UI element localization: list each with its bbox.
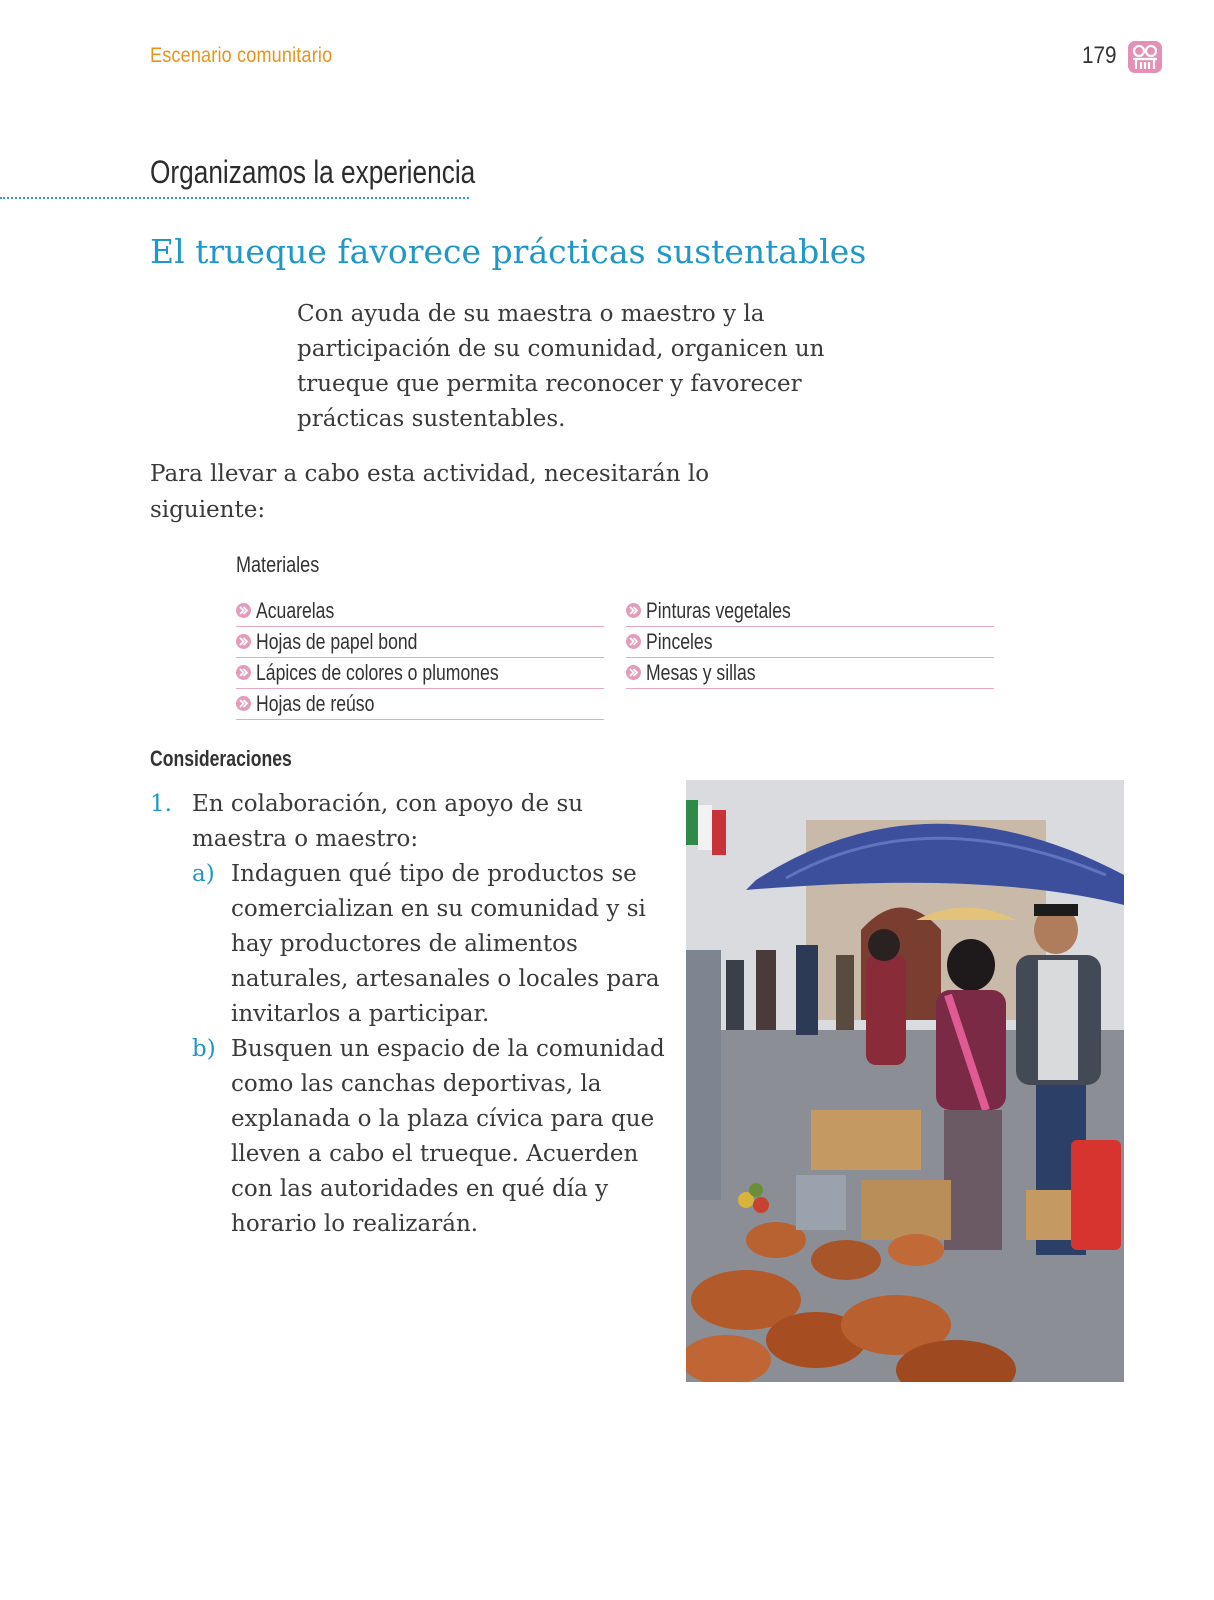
material-label: Mesas y sillas bbox=[646, 660, 756, 685]
considerations-title: Consideraciones bbox=[150, 746, 292, 771]
page-number: 179 bbox=[1082, 42, 1117, 69]
list-item bbox=[236, 596, 604, 627]
subitem bbox=[192, 857, 670, 1032]
materials-list-left bbox=[236, 596, 604, 720]
section-label: Escenario comunitario bbox=[150, 44, 333, 67]
section-heading: Organizamos la experiencia bbox=[150, 154, 476, 190]
subitem-text: Indaguen qué tipo de productos se comercializan en su comunidad y si hay productores de alimentos naturales, artesanales o locales para invitarlos a participar. bbox=[231, 861, 660, 1027]
chevron-right-icon bbox=[236, 603, 251, 618]
item-number: 1. bbox=[150, 791, 172, 817]
material-label: Pinturas vegetales bbox=[646, 598, 791, 623]
material-label: Pinceles bbox=[646, 629, 713, 654]
chevron-right-icon bbox=[236, 634, 251, 649]
intro-paragraph: Con ayuda de su maestra o maestro y la participación de su comunidad, organicen un trueque que permita reconocer y favorecer prácticas sustentables. bbox=[297, 301, 825, 432]
activity-title: El trueque favorece prácticas sustentables bbox=[150, 232, 867, 271]
list-item bbox=[150, 787, 670, 1242]
material-label: Acuarelas bbox=[256, 598, 335, 623]
subitem bbox=[192, 1032, 670, 1242]
chevron-right-icon bbox=[626, 665, 641, 680]
chevron-right-icon bbox=[626, 634, 641, 649]
material-label: Hojas de papel bond bbox=[256, 629, 418, 654]
chevron-right-icon bbox=[236, 665, 251, 680]
subitem-letter: a) bbox=[192, 861, 215, 887]
list-item bbox=[236, 689, 604, 720]
chevron-right-icon bbox=[236, 696, 251, 711]
considerations-list bbox=[150, 787, 670, 1242]
market-photo bbox=[686, 780, 1124, 1382]
list-item bbox=[236, 658, 604, 689]
lead-paragraph: Para llevar a cabo esta actividad, necesitarán lo siguiente: bbox=[150, 461, 710, 523]
list-item bbox=[626, 658, 994, 689]
chevron-right-icon bbox=[626, 603, 641, 618]
subitem-letter: b) bbox=[192, 1036, 216, 1062]
item-text: En colaboración, con apoyo de su maestra o maestro: bbox=[192, 791, 584, 852]
list-item bbox=[236, 627, 604, 658]
list-item bbox=[626, 627, 994, 658]
list-item bbox=[626, 596, 994, 627]
subitem-text: Busquen un espacio de la comunidad como las canchas deportivas, la explanada o la plaza cívica para que lleven a cabo el trueque. Acuerden con las autoridades en qué día y horario lo realizarán. bbox=[231, 1036, 665, 1237]
material-label: Lápices de colores o plumones bbox=[256, 660, 499, 685]
material-label: Hojas de reúso bbox=[256, 691, 375, 716]
materials-title: Materiales bbox=[236, 552, 320, 577]
glyph-icon bbox=[1127, 40, 1163, 74]
materials-list-right bbox=[626, 596, 994, 689]
heading-dotted-rule bbox=[0, 197, 469, 199]
